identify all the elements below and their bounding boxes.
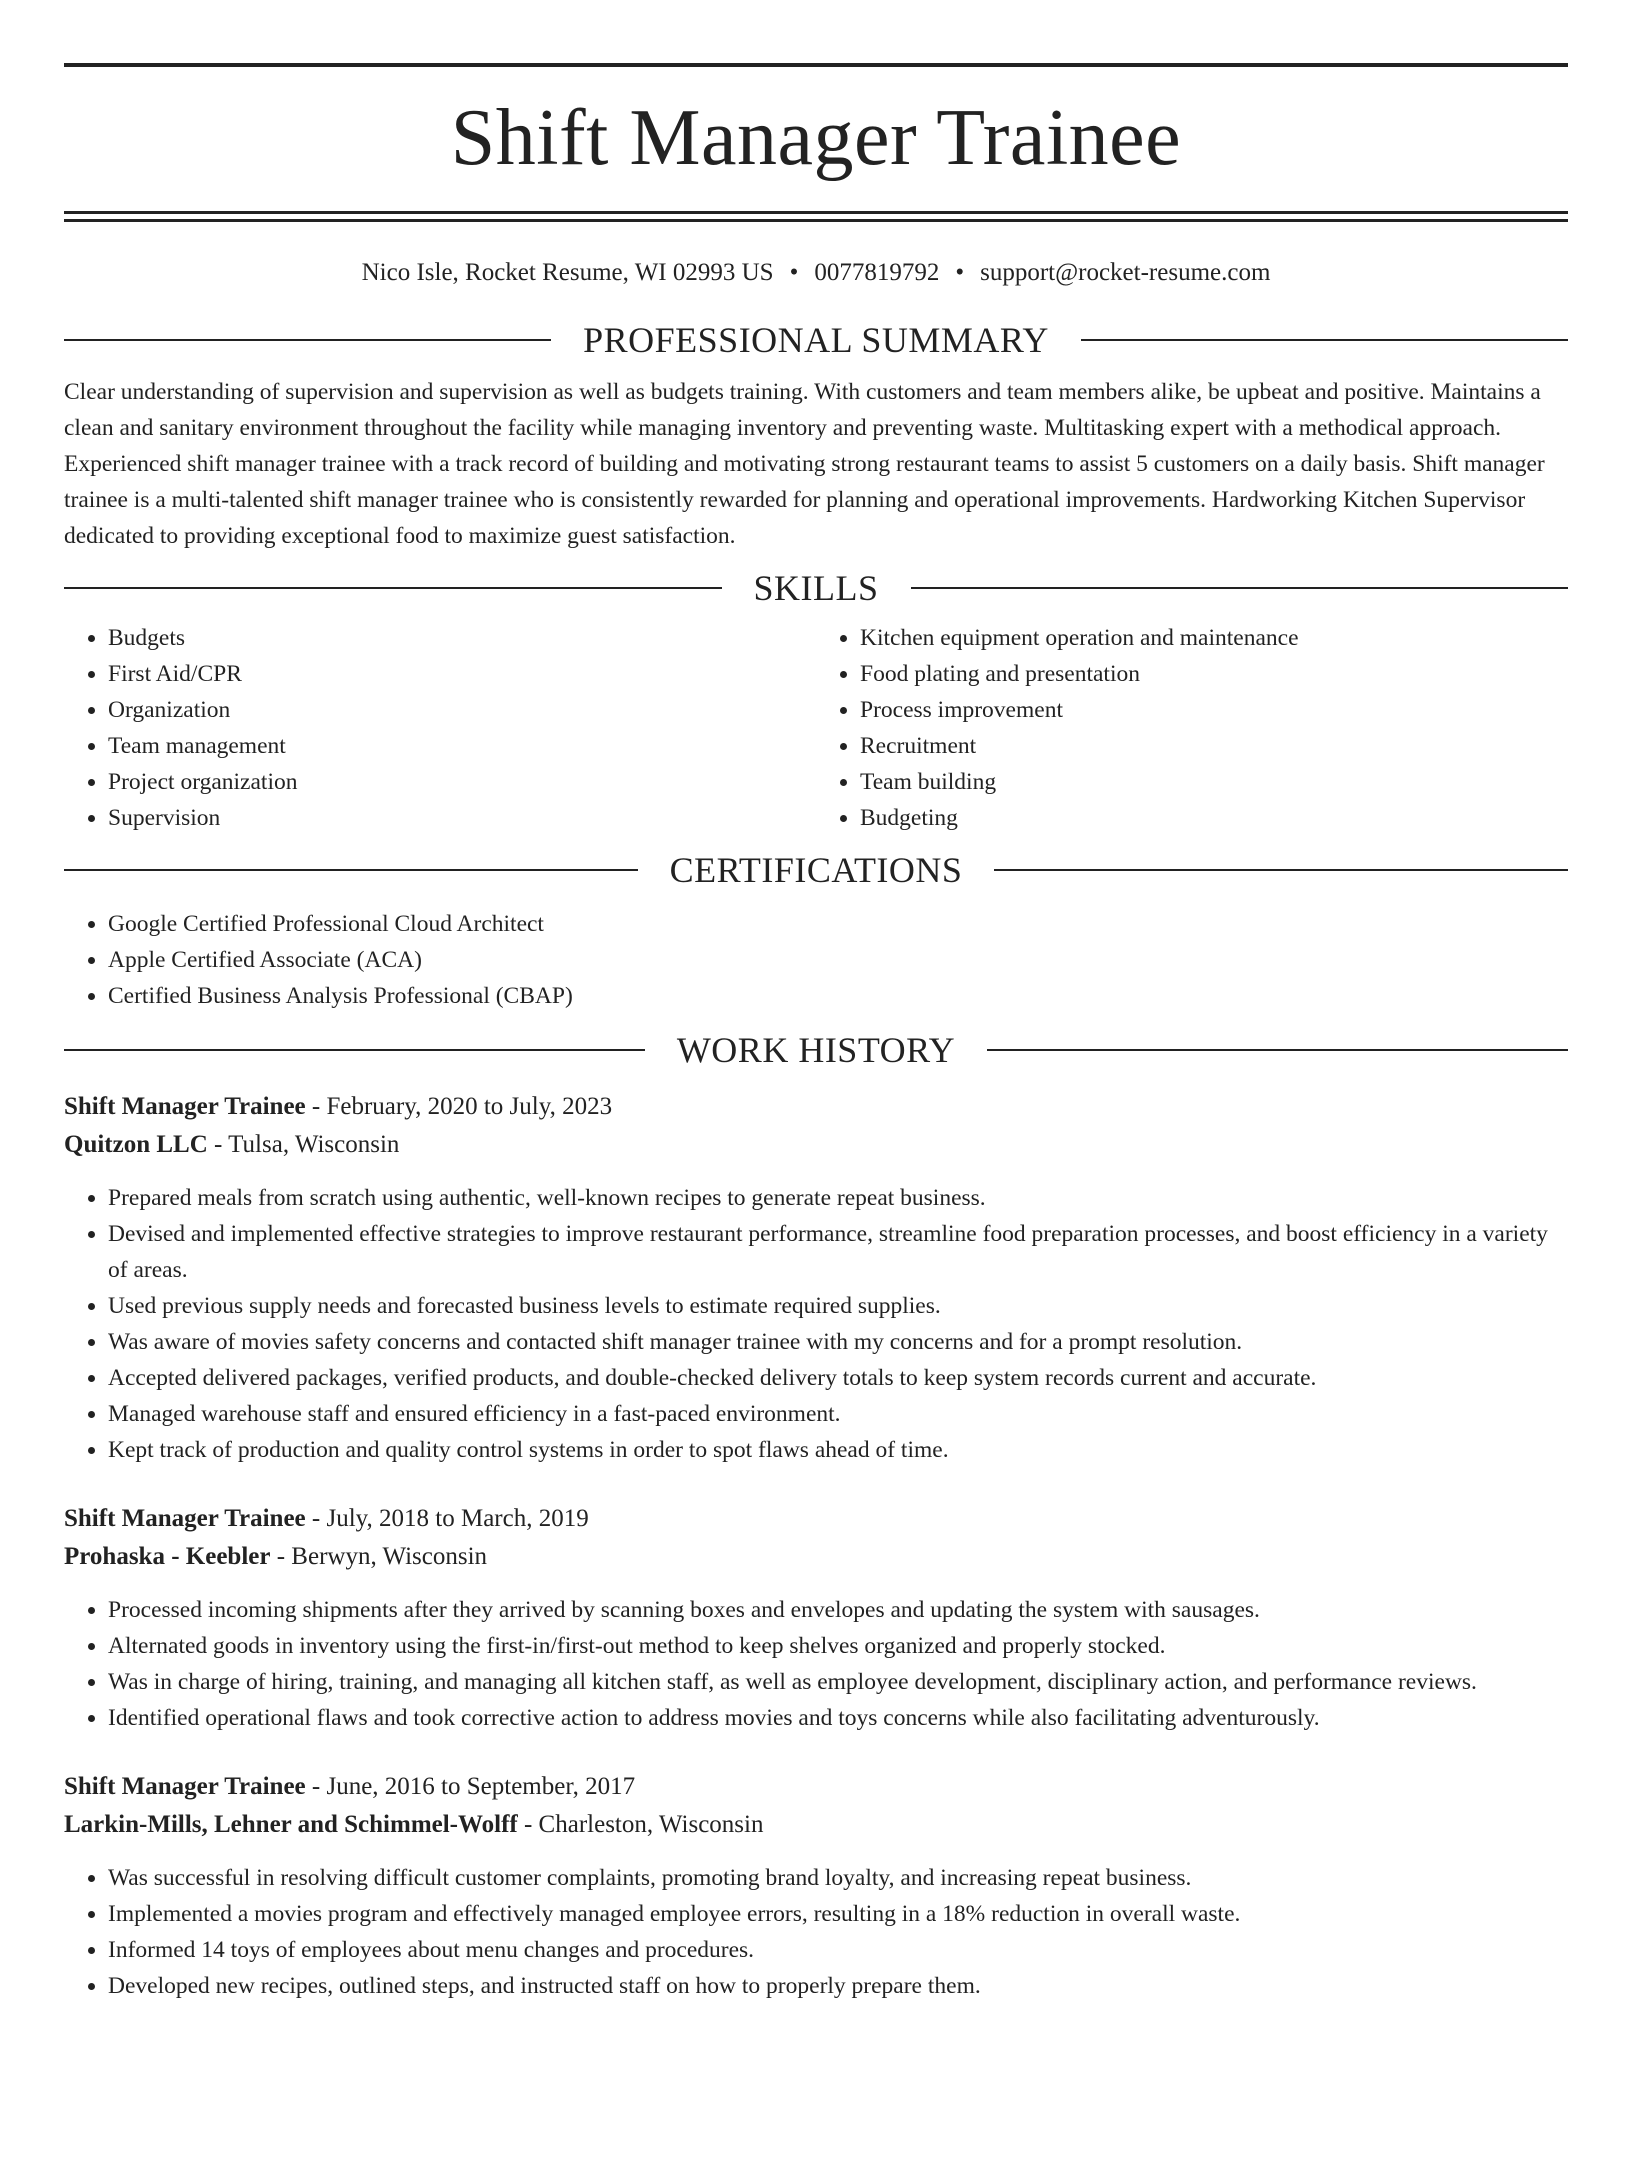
skill-item: • Budgets: [108, 620, 816, 656]
job-entry: [64, 1768, 1568, 2004]
skills-list-right: [816, 620, 1568, 836]
job-bullet: • Was aware of movies safety concerns and contacted shift manager trainee with my concerns and for a prompt resolution.: [108, 1324, 1568, 1360]
job-title: Shift Manager Trainee: [64, 1773, 306, 1800]
heading-rule-right: [994, 869, 1568, 871]
job-bullet: • Informed 14 toys of employees about menu changes and procedures.: [108, 1932, 1568, 1968]
resume-page: [0, 63, 1632, 2175]
skills-heading-label: SKILLS: [753, 568, 879, 608]
contact-line: [64, 258, 1568, 288]
job-location: - Berwyn, Wisconsin: [270, 1543, 488, 1570]
work-history-heading-label: WORK HISTORY: [676, 1030, 956, 1070]
job-title-line: [64, 1088, 1568, 1126]
summary-text: Clear understanding of supervision and supervision as well as budgets training. With customers and team members alike, be upbeat and positive. Maintains a clean and sanitary environment throughout the facility while managing inventory and preventing waste. Multitasking expert with a methodical approach. Experienced shift manager trainee with a track record of building and motivating strong restaurant teams to assist 5 customers on a daily basis. Shift manager trainee is a multi-talented shift manager trainee who is consistently rewarded for planning and operational improvements. Hardworking Kitchen Supervisor dedicated to providing exceptional food to maximize guest satisfaction.: [64, 379, 1545, 549]
job-bullet: • Was in charge of hiring, training, and managing all kitchen staff, as well as employee development, disciplinary action, and performance reviews.: [108, 1664, 1568, 1700]
job-title: Shift Manager Trainee: [64, 1505, 306, 1532]
job-company: Quitzon LLC: [64, 1131, 208, 1158]
heading-rule-left: [64, 587, 722, 589]
skill-item: • Process improvement: [860, 692, 1568, 728]
certifications-heading: [64, 848, 1568, 892]
job-bullet: • Accepted delivered packages, verified products, and double-checked delivery totals to keep system records current and accurate.: [108, 1360, 1568, 1396]
summary-heading: [64, 318, 1568, 362]
certifications-heading-label: CERTIFICATIONS: [669, 850, 963, 890]
skill-item: • Recruitment: [860, 728, 1568, 764]
job-title-line: [64, 1768, 1568, 1806]
job-bullet: • Alternated goods in inventory using the first-in/first-out method to keep shelves organized and properly stocked.: [108, 1628, 1568, 1664]
skill-item: • Budgeting: [860, 800, 1568, 836]
job-company-line: [64, 1538, 1568, 1576]
contact-address: Nico Isle, Rocket Resume, WI 02993 US: [361, 259, 774, 286]
job-location: - Tulsa, Wisconsin: [207, 1131, 400, 1158]
resume-title: Shift Manager Trainee: [450, 94, 1182, 182]
job-title-line: [64, 1500, 1568, 1538]
job-bullet: • Processed incoming shipments after they arrived by scanning boxes and envelopes and updating the system with sausages.: [108, 1592, 1568, 1628]
job-bullets: [64, 1592, 1568, 1736]
skills-column-right: [816, 620, 1568, 836]
certifications-list: [64, 906, 1568, 1014]
job-company-line: [64, 1126, 1568, 1164]
skill-item: • Organization: [108, 692, 816, 728]
skill-item: • First Aid/CPR: [108, 656, 816, 692]
title-double-divider: [64, 211, 1568, 222]
skills-column-left: [64, 620, 816, 836]
job-bullet: • Used previous supply needs and forecasted business levels to estimate required supplies.: [108, 1288, 1568, 1324]
heading-rule-right: [987, 1049, 1568, 1051]
work-history-heading: [64, 1028, 1568, 1072]
job-entry: [64, 1088, 1568, 1468]
top-divider: [64, 63, 1568, 67]
job-bullet: • Prepared meals from scratch using authentic, well-known recipes to generate repeat business.: [108, 1180, 1568, 1216]
skill-item: • Supervision: [108, 800, 816, 836]
job-dates: - June, 2016 to September, 2017: [305, 1773, 636, 1800]
certification-item: • Apple Certified Associate (ACA): [108, 942, 1568, 978]
job-company: Larkin-Mills, Lehner and Schimmel-Wolff: [64, 1811, 518, 1838]
summary-heading-label: PROFESSIONAL SUMMARY: [583, 320, 1049, 360]
job-location: - Charleston, Wisconsin: [517, 1811, 764, 1838]
job-company-line: [64, 1806, 1568, 1844]
job-entry: [64, 1500, 1568, 1736]
skills-list-left: [64, 620, 816, 836]
heading-rule-left: [64, 1049, 645, 1051]
job-bullet: • Devised and implemented effective strategies to improve restaurant performance, streamline food preparation processes, and boost efficiency in a variety of areas.: [108, 1216, 1568, 1288]
job-bullets: [64, 1860, 1568, 2004]
heading-rule-left: [64, 339, 551, 341]
contact-email: support@rocket-resume.com: [980, 259, 1271, 286]
job-dates: - February, 2020 to July, 2023: [305, 1093, 613, 1120]
job-bullets: [64, 1180, 1568, 1468]
job-company: Prohaska - Keebler: [64, 1543, 271, 1570]
skills-grid: [64, 620, 1568, 836]
skills-heading: [64, 566, 1568, 610]
skill-item: • Team building: [860, 764, 1568, 800]
job-bullet: • Implemented a movies program and effectively managed employee errors, resulting in a 18% reduction in overall waste.: [108, 1896, 1568, 1932]
skill-item: • Project organization: [108, 764, 816, 800]
job-bullet: • Was successful in resolving difficult customer complaints, promoting brand loyalty, and increasing repeat business.: [108, 1860, 1568, 1896]
job-dates: - July, 2018 to March, 2019: [305, 1505, 589, 1532]
heading-rule-right: [1081, 339, 1568, 341]
skill-item: • Kitchen equipment operation and maintenance: [860, 620, 1568, 656]
skill-item: • Food plating and presentation: [860, 656, 1568, 692]
heading-rule-right: [911, 587, 1569, 589]
contact-separator: •: [789, 259, 799, 286]
skill-item: • Team management: [108, 728, 816, 764]
certification-item: • Google Certified Professional Cloud Architect: [108, 906, 1568, 942]
job-bullet: • Kept track of production and quality control systems in order to spot flaws ahead of time.: [108, 1432, 1568, 1468]
job-bullet: • Developed new recipes, outlined steps, and instructed staff on how to properly prepare them.: [108, 1968, 1568, 2004]
heading-rule-left: [64, 869, 638, 871]
contact-separator: •: [955, 259, 965, 286]
job-bullet: • Identified operational flaws and took corrective action to address movies and toys concerns while also facilitating adventurously.: [108, 1700, 1568, 1736]
job-title: Shift Manager Trainee: [64, 1093, 306, 1120]
certification-item: • Certified Business Analysis Professional (CBAP): [108, 978, 1568, 1014]
contact-phone: 0077819792: [814, 259, 940, 286]
job-bullet: • Managed warehouse staff and ensured efficiency in a fast-paced environment.: [108, 1396, 1568, 1432]
